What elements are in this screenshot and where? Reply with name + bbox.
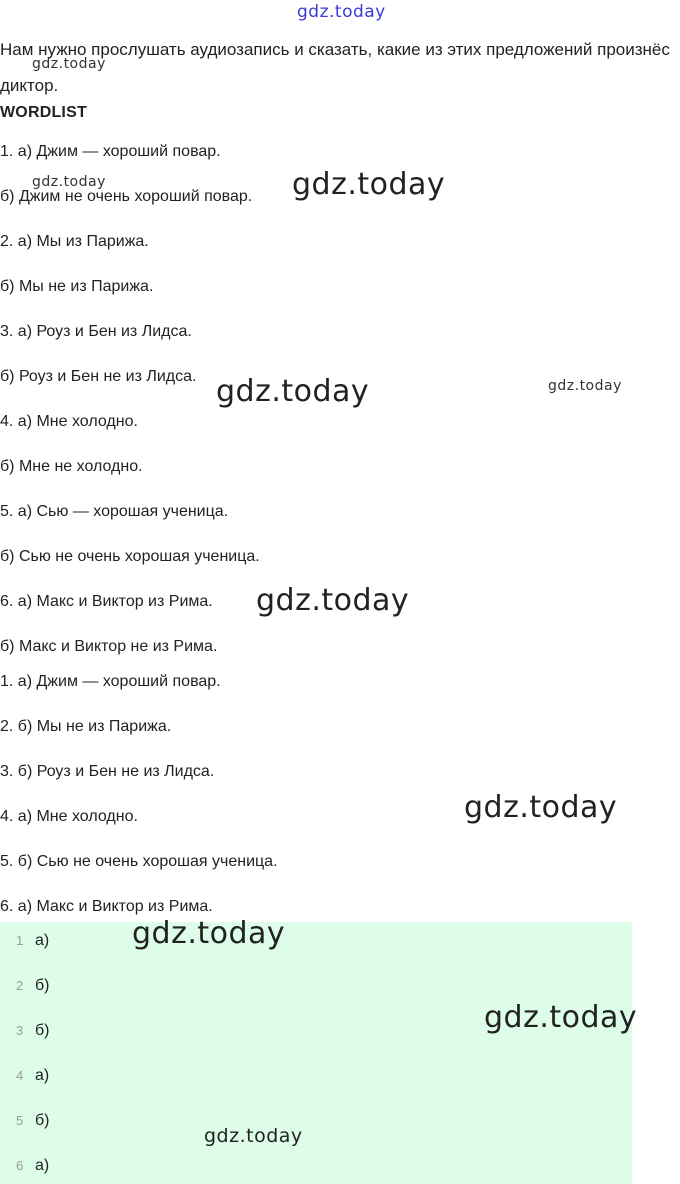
answer-number: 3	[16, 1023, 24, 1038]
watermark: gdz.today	[484, 1000, 638, 1035]
watermark: gdz.today	[132, 916, 286, 951]
watermark: gdz.today	[32, 56, 106, 72]
task-intro: Нам нужно прослушать аудиозапись и сказать, какие из этих предложений произнёс диктор.	[0, 40, 670, 95]
solution-line: 4. а) Мне холодно.	[0, 808, 138, 825]
answer-value: а)	[35, 1157, 50, 1174]
answer-number: 1	[16, 933, 24, 948]
solution-line: 5. б) Сью не очень хорошая ученица.	[0, 853, 278, 870]
watermark: gdz.today	[292, 167, 446, 202]
watermark: gdz.today	[216, 374, 370, 409]
answer-value: б)	[35, 1112, 50, 1129]
answer-value: а)	[35, 1067, 50, 1084]
solution-line: 3. б) Роуз и Бен не из Лидса.	[0, 763, 215, 780]
wordlist-line: 4. а) Мне холодно.	[0, 413, 138, 430]
watermark: gdz.today	[32, 174, 106, 190]
watermark: gdz.today	[464, 790, 618, 825]
wordlist-line: 3. а) Роуз и Бен из Лидса.	[0, 323, 192, 340]
watermark: gdz.today	[548, 378, 622, 394]
wordlist-line: 6. а) Макс и Виктор из Рима.	[0, 593, 213, 610]
answer-value: б)	[35, 977, 50, 994]
wordlist-line: б) Мне не холодно.	[0, 458, 143, 475]
wordlist-line: б) Мы не из Парижа.	[0, 278, 154, 295]
wordlist-line: 2. а) Мы из Парижа.	[0, 233, 149, 250]
wordlist-line: 1. а) Джим — хороший повар.	[0, 143, 221, 160]
wordlist-heading: WORDLIST	[0, 104, 87, 121]
watermark: gdz.today	[256, 583, 410, 618]
answer-value: б)	[35, 1022, 50, 1039]
answer-number: 6	[16, 1158, 24, 1173]
answer-number: 4	[16, 1068, 24, 1083]
wordlist-line: б) Роуз и Бен не из Лидса.	[0, 368, 197, 385]
answers-table	[0, 922, 632, 1184]
wordlist-line: б) Макс и Виктор не из Рима.	[0, 638, 218, 655]
answer-value: а)	[35, 932, 50, 949]
solution-line: 2. б) Мы не из Парижа.	[0, 718, 172, 735]
wordlist-line: б) Джим не очень хороший повар.	[0, 188, 253, 205]
solution-line: 1. а) Джим — хороший повар.	[0, 673, 221, 690]
wordlist-line: 5. а) Сью — хорошая ученица.	[0, 503, 229, 520]
answer-number: 2	[16, 978, 24, 993]
watermark-top: gdz.today	[297, 2, 386, 22]
watermark: gdz.today	[204, 1125, 303, 1147]
answer-number: 5	[16, 1113, 24, 1128]
wordlist-line: б) Сью не очень хорошая ученица.	[0, 548, 260, 565]
solution-line: 6. а) Макс и Виктор из Рима.	[0, 898, 213, 915]
